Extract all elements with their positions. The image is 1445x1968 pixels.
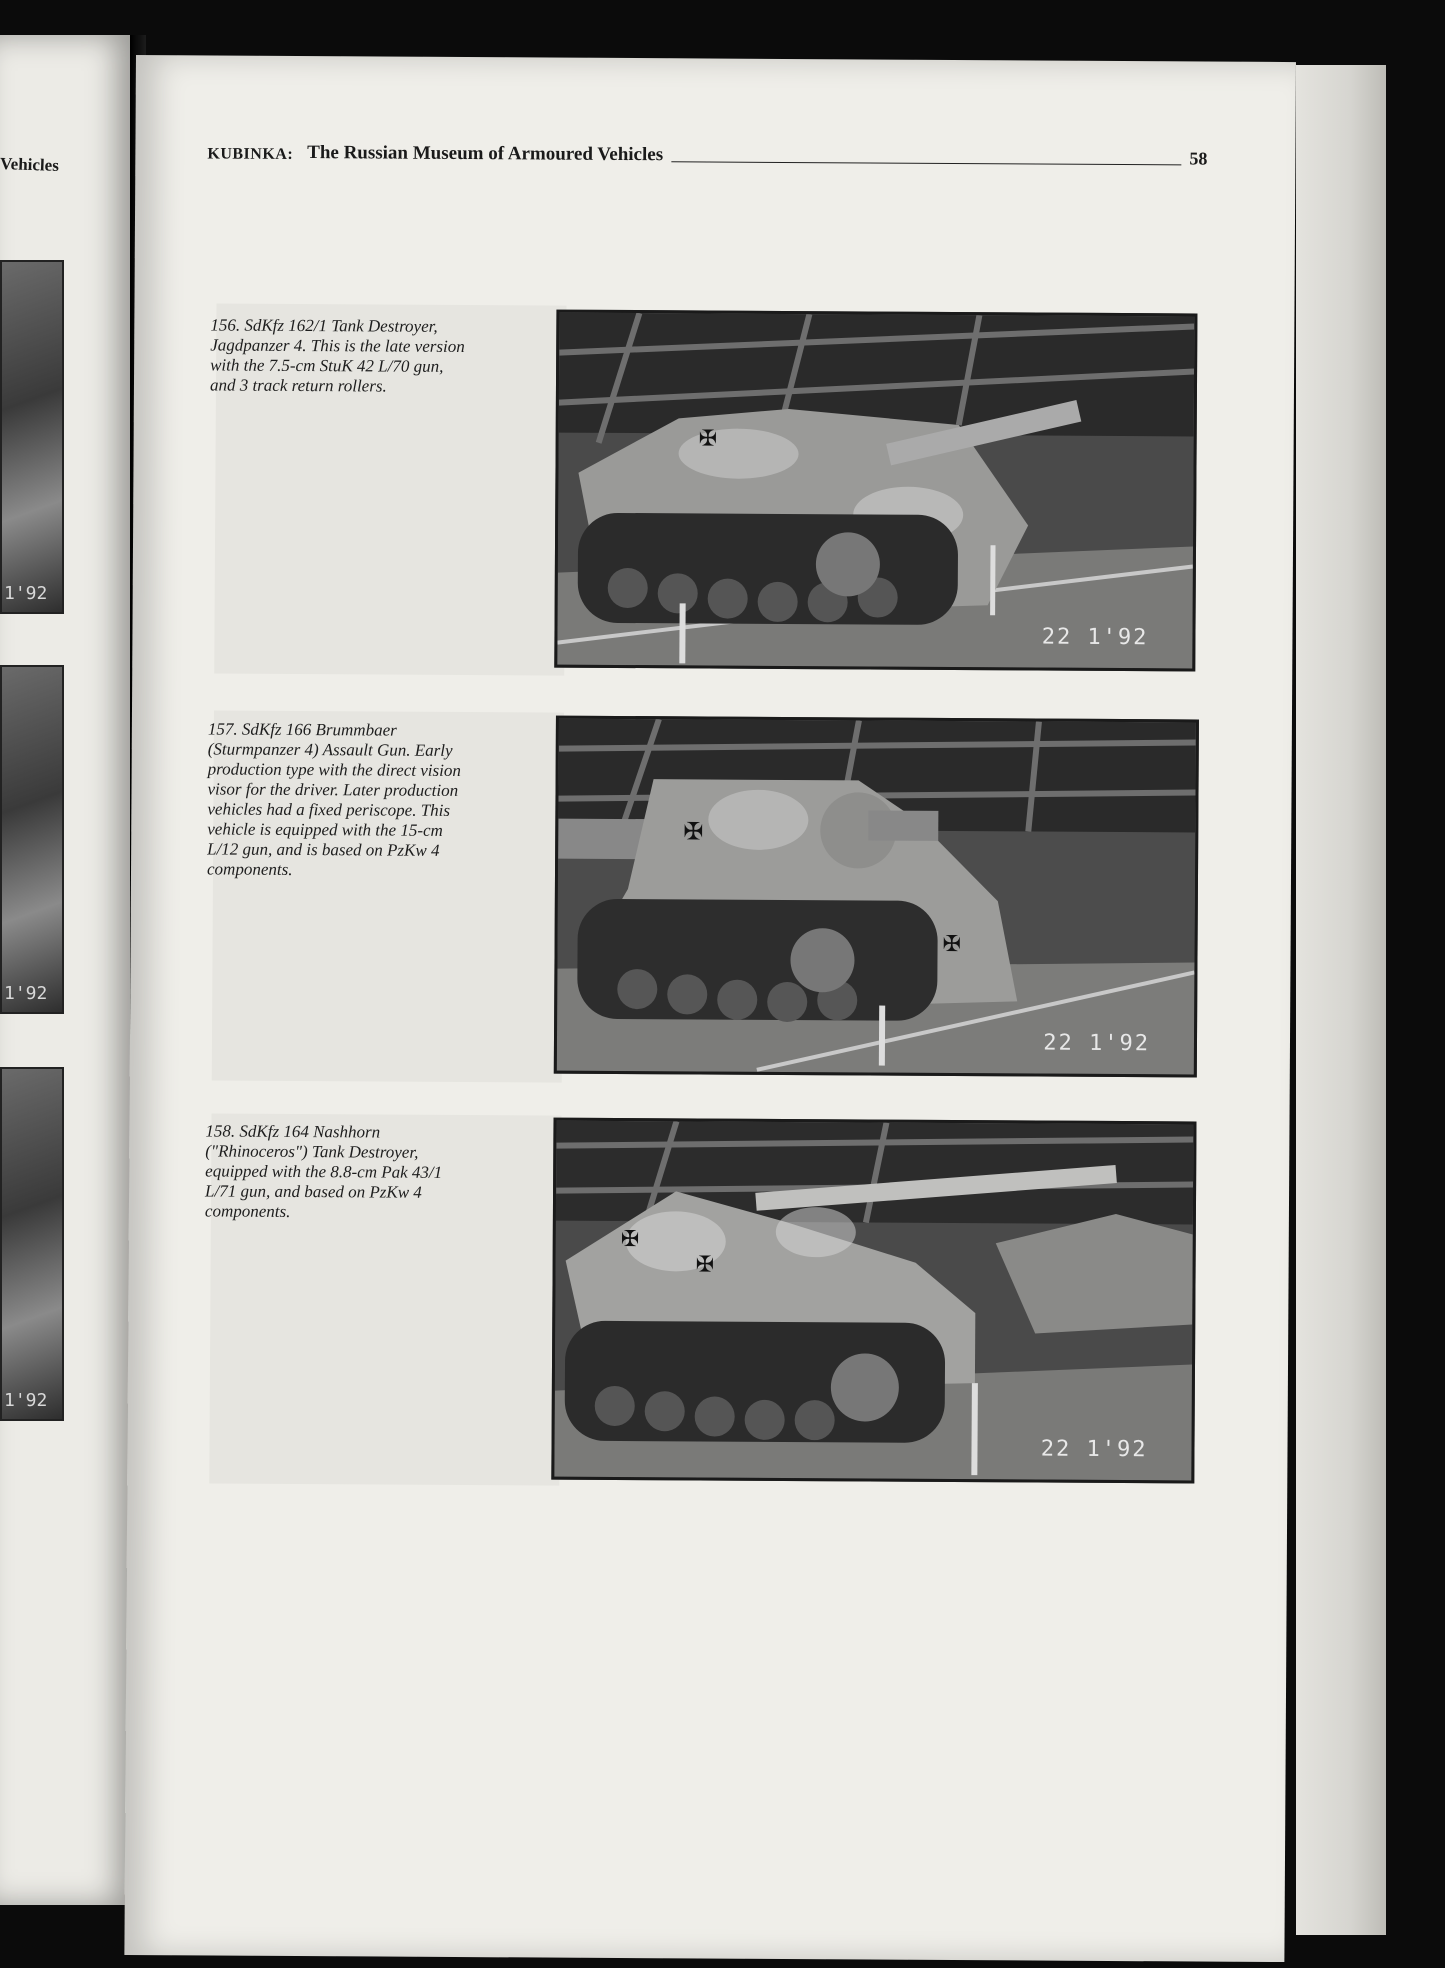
left-photo-1 [0, 260, 64, 614]
caption-line: L/71 gun, and based on PzKw 4 [205, 1181, 422, 1202]
left-facing-page [0, 35, 135, 1905]
photo-date-stamp: 22 1'92 [1041, 624, 1149, 651]
plate-caption [205, 1121, 481, 1223]
caption-line: 158. SdKfz 164 Nashhorn [205, 1121, 381, 1142]
book-name: KUBINKA: [207, 145, 294, 163]
caption-line: vehicles had a fixed periscope. This [207, 799, 451, 820]
svg-text:✠: ✠ [698, 426, 718, 452]
caption-line: Jagdpanzer 4. This is the late version [210, 335, 465, 357]
caption-line: (Sturmpanzer 4) Assault Gun. Early [207, 739, 453, 760]
header-rule [671, 161, 1181, 165]
left-photo-stamp: 1'92 [4, 1390, 48, 1411]
caption-line: L/12 gun, and is based on PzKw 4 [207, 839, 440, 860]
caption-line: with the 7.5-cm StuK 42 L/70 gun, [210, 355, 444, 376]
caption-line: production type with the direct vision [207, 759, 461, 780]
left-photo-2 [0, 665, 64, 1014]
caption-line: 156. SdKfz 162/1 Tank Destroyer, [210, 315, 438, 336]
caption-line: ("Rhinoceros") Tank Destroyer, [205, 1141, 419, 1162]
book-page [124, 55, 1296, 1962]
running-head [207, 141, 1207, 169]
jagdpanzer-4-photo [554, 310, 1197, 672]
caption-line: components. [204, 1201, 291, 1221]
plate-caption [210, 315, 485, 397]
nashorn-photo [551, 1118, 1196, 1484]
page-number: 58 [1189, 148, 1208, 169]
photo-date-stamp: 22 1'92 [1040, 1436, 1148, 1463]
photo-date-stamp: 22 1'92 [1043, 1030, 1151, 1057]
caption-line: and 3 track return rollers. [209, 375, 387, 396]
caption-line: equipped with the 8.8-cm Pak 43/1 [205, 1161, 443, 1182]
svg-text:✠: ✠ [695, 1252, 715, 1278]
left-photo-stamp: 1'92 [4, 583, 48, 604]
caption-line: 157. SdKfz 166 Brummbaer [207, 719, 397, 740]
left-running-head-fragment: Vehicles [0, 153, 60, 176]
caption-line: components. [206, 859, 293, 879]
svg-text:✠: ✠ [683, 817, 704, 846]
svg-text:✠: ✠ [620, 1226, 640, 1253]
left-photo-3 [0, 1067, 64, 1421]
left-photo-stamp: 1'92 [4, 983, 48, 1004]
plate-caption [207, 719, 483, 881]
page-stack-edge [1296, 65, 1386, 1935]
caption-line: visor for the driver. Later production [207, 779, 459, 800]
brummbaer-photo [554, 716, 1199, 1078]
caption-line: vehicle is equipped with the 15-cm [207, 819, 443, 840]
book-subtitle: The Russian Museum of Armoured Vehicles [307, 142, 664, 166]
svg-text:✠: ✠ [942, 931, 962, 958]
